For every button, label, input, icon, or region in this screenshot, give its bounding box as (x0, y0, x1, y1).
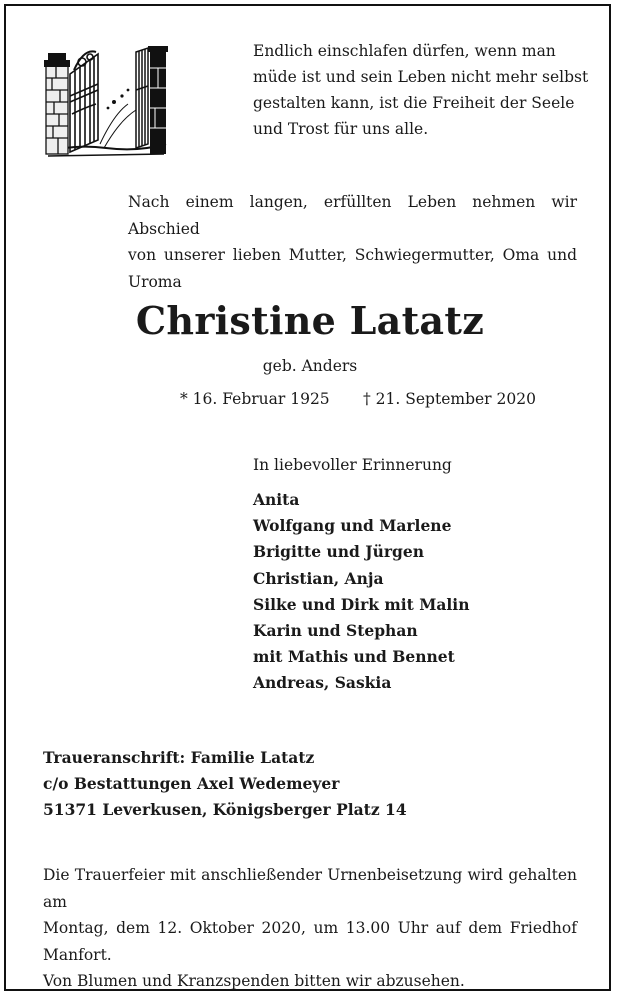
maiden-name: geb. Anders (262, 357, 358, 375)
notice-line: Montag, dem 12. Oktober 2020, um 13.00 Uhr auf dem Friedhof (43, 919, 577, 937)
address-line: Traueranschrift: Familie Latatz (43, 748, 315, 767)
address-line: c/o Bestattungen Axel Wedemeyer (43, 774, 340, 794)
notice-line: Manfort. (43, 945, 112, 964)
mourners-list (253, 487, 469, 697)
intro-line: Uroma (128, 272, 182, 291)
mourner-name: mit Mathis und Bennet (253, 647, 455, 667)
intro-line: von unserer lieben Mutter, Schwiegermutter, Oma und (128, 246, 577, 264)
notice-line: Von Blumen und Kranzspenden bitten wir abzusehen. (43, 972, 465, 990)
notice-line: Die Trauerfeier mit anschließender Urnenbeisetzung wird gehalten am (43, 866, 577, 911)
mourner-name: Wolfgang und Marlene (253, 516, 452, 536)
deceased-name: Christine Latatz (135, 298, 485, 343)
mourning-address (43, 745, 407, 824)
poem-line: und Trost für uns alle. (253, 120, 429, 138)
intro-line: Nach einem langen, erfüllten Leben nehmen wir Abschied (128, 193, 577, 238)
mourners-heading: In liebevoller Erinnerung (253, 456, 452, 474)
mourner-name: Karin und Stephan (253, 621, 418, 641)
funeral-notice (43, 862, 577, 995)
poem-line: Endlich einschlafen dürfen, wenn man (253, 42, 556, 60)
address-line: 51371 Leverkusen, Königsberger Platz 14 (43, 800, 407, 820)
intro-text (128, 189, 577, 295)
mourner-name: Andreas, Saskia (253, 673, 392, 693)
poem-line: gestalten kann, ist die Freiheit der Seele (253, 94, 575, 112)
mourner-name: Brigitte und Jürgen (253, 542, 424, 562)
poem-line: müde ist und sein Leben nicht mehr selbst (253, 68, 589, 86)
birth-date: * 16. Februar 1925 (180, 390, 330, 408)
mourner-name: Silke und Dirk mit Malin (253, 594, 470, 614)
death-date: † 21. September 2020 (363, 390, 536, 408)
mourner-name: Anita (253, 490, 300, 509)
open-gate-icon (44, 44, 168, 158)
mourner-name: Christian, Anja (253, 568, 384, 588)
poem-quote (253, 38, 589, 142)
